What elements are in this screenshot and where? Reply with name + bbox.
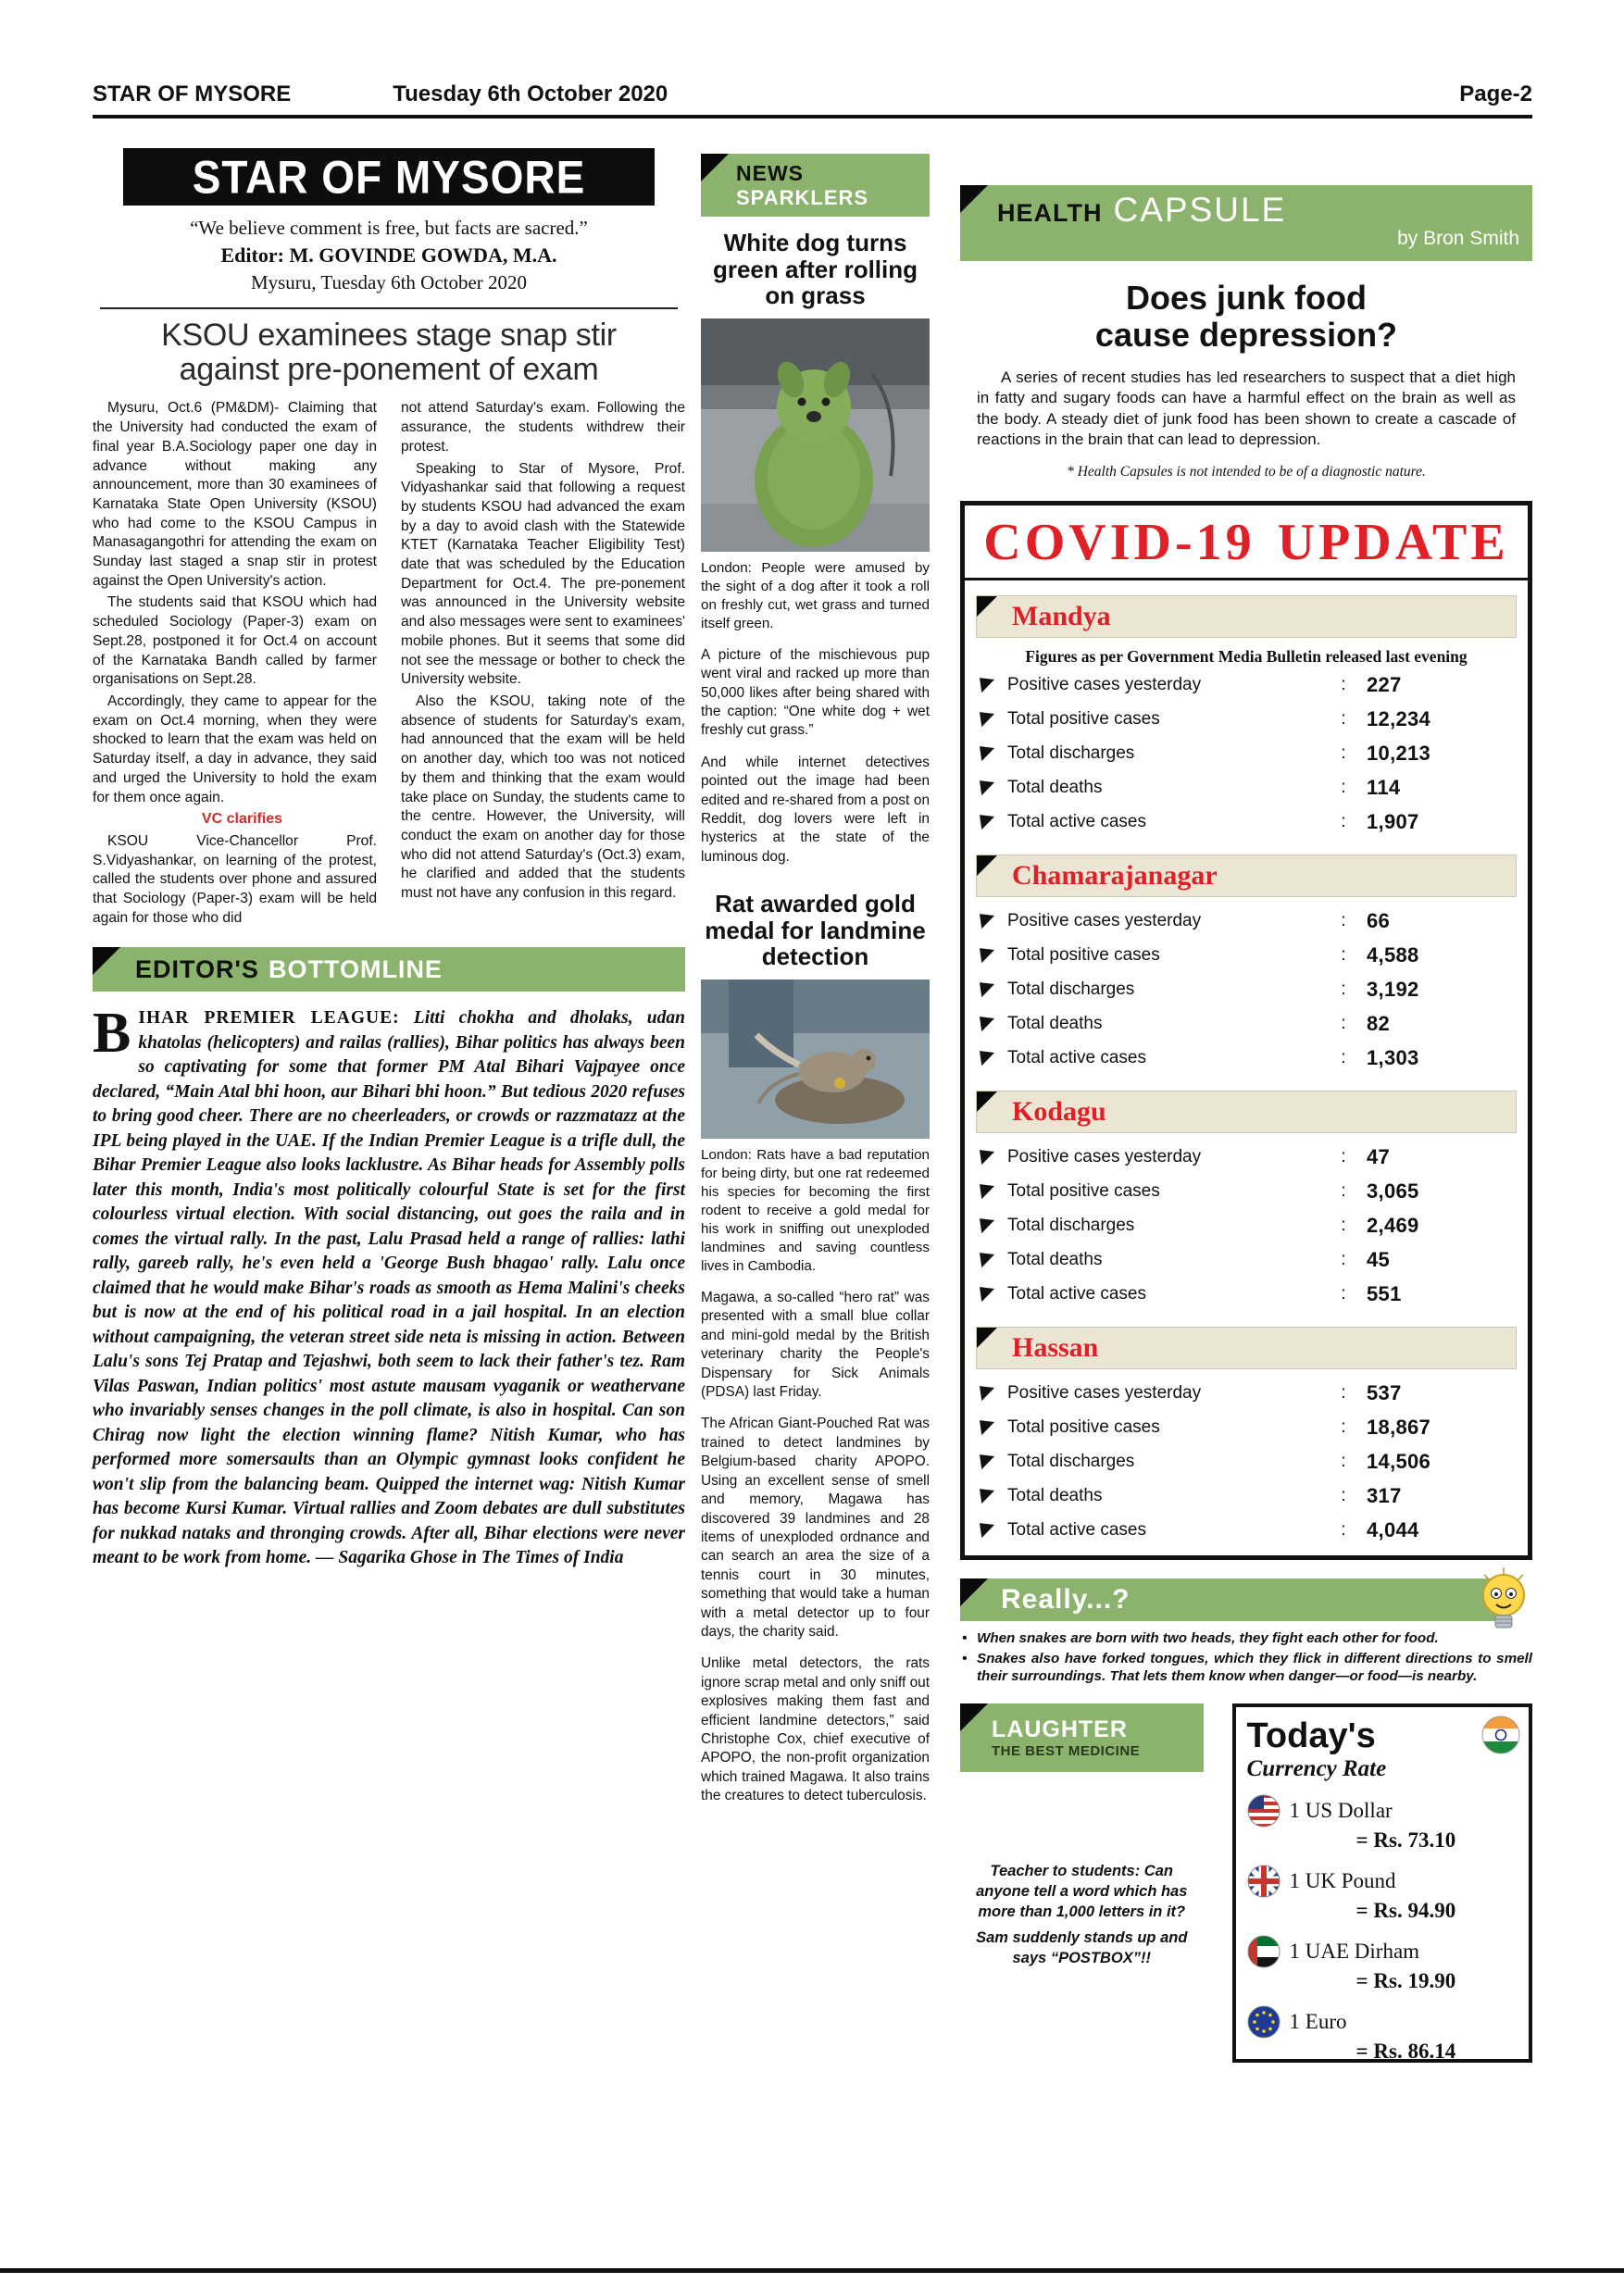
bottomline-body bbox=[93, 1002, 685, 1571]
covid-row-label: Total active cases bbox=[1007, 1048, 1146, 1068]
paragraph: Mysuru, Oct.6 (PM&DM)- Claiming that the University had conducted the exam of final year B.A.Sociology paper one day in advance without making any announcement, more than 30 examinees of Karnataka State Open University (KSOU) who had come to the KSOU Campus in Manasagangothri for attending the exam on Sunday last staged a snap stir in protest against the Open University's action. bbox=[93, 400, 377, 589]
paragraph: Speaking to Star of Mysore, Prof. Vidyashankar said that following a request by students KSOU had advanced the exam by a day to avoid clash with the Statewide KTET (Karnataka Teacher Eligibility Test) date that was scheduled by the Education Department for Oct.4. The pre-ponement was announced in the University website and also messages were sent to examinees' mobile phones. But it seems that some did not see the message or bother to check the University website. bbox=[401, 460, 685, 688]
left-column bbox=[93, 148, 685, 1589]
district-header-mandya bbox=[976, 595, 1517, 638]
india-flag-icon bbox=[1480, 1715, 1521, 1755]
covid-row-value: 47 bbox=[1367, 1145, 1391, 1169]
covid-row-value: 18,867 bbox=[1367, 1416, 1431, 1440]
flag-marker-icon bbox=[980, 1523, 994, 1538]
covid-row bbox=[980, 737, 1513, 771]
paragraph: The African Giant-Pouched Rat was trained to detect landmines by Belgium-based charity APOPO. Using an excellent sense of smell and memory, Magawa has discovered 39 landmines and 28 items of unexploded ordnance and can search an area the size of a tennis court in 30 minutes, something that would take a human with a metal detector up to four days, the charity said. bbox=[701, 1416, 930, 1640]
uae-flag-icon bbox=[1247, 1935, 1280, 1968]
really-facts bbox=[960, 1630, 1532, 1686]
currency-item bbox=[1247, 1794, 1518, 1853]
currency-rate: = Rs. 94.90 bbox=[1355, 1899, 1456, 1923]
really-header bbox=[960, 1578, 1508, 1621]
covid-row bbox=[980, 1514, 1513, 1548]
paragraph: Magawa, a so-called “hero rat” was presented with a small blue collar and mini-gold medal by the British veterinary charity the People's Dispensary for Sick Animals (PDSA) last Friday. bbox=[701, 1290, 930, 1401]
covid-colon: : bbox=[1341, 1181, 1346, 1202]
corner-fold-icon bbox=[960, 1578, 988, 1606]
covid-row bbox=[980, 939, 1513, 973]
flag-marker-icon bbox=[980, 746, 994, 761]
laughter-label1: LAUGHTER bbox=[992, 1716, 1128, 1743]
corner-fold-icon bbox=[701, 154, 729, 181]
covid-row bbox=[980, 1278, 1513, 1312]
laughter-section bbox=[960, 1703, 1204, 2063]
covid-colon: : bbox=[1341, 778, 1346, 798]
covid-row-label: Total deaths bbox=[1007, 1014, 1103, 1034]
corner-fold-icon bbox=[977, 1092, 997, 1112]
covid-row-value: 227 bbox=[1367, 673, 1402, 697]
covid-title: COVID-19 UPDATE bbox=[965, 505, 1528, 580]
bottomline-lead: IHAR PREMIER LEAGUE: bbox=[138, 1008, 400, 1029]
covid-row bbox=[980, 703, 1513, 737]
currency-rate: = Rs. 73.10 bbox=[1355, 1828, 1456, 1853]
covid-row-label: Positive cases yesterday bbox=[1007, 675, 1202, 695]
page-bottom-rule bbox=[0, 2268, 1624, 2273]
covid-colon: : bbox=[1341, 1520, 1346, 1541]
page-header-date: Tuesday 6th October 2020 bbox=[393, 81, 668, 106]
health-capsule-byline: by Bron Smith bbox=[1397, 228, 1519, 249]
joke-line2: Sam suddenly stands up and says “POSTBOX”!! bbox=[976, 1929, 1188, 1967]
covid-row-label: Total active cases bbox=[1007, 812, 1146, 832]
covid-row bbox=[980, 1243, 1513, 1278]
health-headline-line2: cause depression? bbox=[1094, 316, 1398, 355]
flag-marker-icon bbox=[980, 914, 994, 929]
covid-subtitle: Figures as per Government Media Bulletin released last evening bbox=[1025, 646, 1468, 666]
currency-title: Today's bbox=[1246, 1716, 1376, 1756]
flag-marker-icon bbox=[980, 1489, 994, 1504]
news-sparklers-header bbox=[701, 154, 930, 217]
ksou-subhead-vc-clarifies: VC clarifies bbox=[201, 811, 283, 828]
joke-text bbox=[969, 1861, 1194, 1968]
covid-colon: : bbox=[1341, 911, 1346, 931]
health-capsule-label1: HEALTH bbox=[997, 199, 1103, 227]
news-sparklers-label2: SPARKLERS bbox=[736, 185, 869, 209]
health-capsule-header bbox=[960, 185, 1532, 261]
covid-row bbox=[980, 1042, 1513, 1076]
covid-colon: : bbox=[1341, 1147, 1346, 1167]
dog-story-headline: White dog turns green after rolling on grass bbox=[712, 229, 918, 310]
covid-colon: : bbox=[1341, 980, 1346, 1000]
covid-row bbox=[980, 771, 1513, 805]
covid-row bbox=[980, 1445, 1513, 1479]
covid-row-value: 4,044 bbox=[1367, 1518, 1419, 1542]
paragraph: not attend Saturday's exam. Following the assurance, the students withdrew their protest. bbox=[401, 400, 685, 455]
flag-marker-icon bbox=[980, 948, 994, 963]
currency-item bbox=[1247, 2005, 1518, 2064]
covid-row bbox=[980, 1141, 1513, 1175]
district-name: Kodagu bbox=[1012, 1095, 1106, 1127]
covid-row bbox=[980, 1411, 1513, 1445]
flag-marker-icon bbox=[980, 1287, 994, 1302]
masthead bbox=[123, 148, 655, 206]
flag-marker-icon bbox=[980, 1420, 994, 1435]
editors-bottomline-label1: EDITOR'S bbox=[135, 955, 259, 983]
district-name: Hassan bbox=[1012, 1331, 1099, 1363]
ksou-article-col2 bbox=[401, 399, 685, 930]
ksou-headline-line1: KSOU examinees stage snap stir bbox=[161, 318, 617, 353]
paragraph: A picture of the mischievous pup went viral and racked up more than 50,000 likes after being shared with the caption: “One white dog + wet freshly cut grass.” bbox=[701, 646, 930, 739]
covid-colon: : bbox=[1341, 1417, 1346, 1438]
covid-colon: : bbox=[1341, 743, 1346, 764]
covid-row bbox=[980, 805, 1513, 840]
covid-colon: : bbox=[1341, 1452, 1346, 1472]
currency-subtitle: Currency Rate bbox=[1246, 1756, 1387, 1782]
ksou-headline bbox=[93, 318, 685, 386]
covid-row-label: Total active cases bbox=[1007, 1520, 1146, 1541]
covid-colon: : bbox=[1341, 812, 1346, 832]
health-headline-line1: Does junk food bbox=[1126, 279, 1367, 317]
covid-row-label: Positive cases yesterday bbox=[1007, 911, 1202, 931]
covid-row-value: 1,907 bbox=[1367, 810, 1419, 834]
flag-marker-icon bbox=[980, 1150, 994, 1165]
covid-colon: : bbox=[1341, 1486, 1346, 1506]
covid-colon: : bbox=[1341, 945, 1346, 966]
corner-fold-icon bbox=[977, 596, 997, 617]
covid-colon: : bbox=[1341, 1284, 1346, 1304]
covid-row-value: 2,469 bbox=[1367, 1214, 1419, 1238]
covid-row bbox=[980, 1007, 1513, 1042]
eu-flag-icon bbox=[1247, 2005, 1280, 2039]
covid-row-value: 66 bbox=[1367, 909, 1391, 933]
bottomline-text: Litti chokha and dholaks, udan khatolas (helicopters) and railas (rallies), Bihar politics has always been so captivating for some that former PM Atal Bihari Vajpayee once declared, “Main Atal bhi hoon, aur Bihari bhi hoon.” But tedious 2020 refuses to bring good cheer. There are no cheerleaders, or crowds or razzmatazz at the IPL being played in the UAE. If the Indian Premier League is a trifle dull, the Bihar Premier League also looks lacklustre. As Bihar heads for Assembly polls later this month, India's most politically colourful State is set for the first colourless virtual election. With social distancing, out goes the raila and in comes the virtual rally. In the past, Lalu Prasad held a range of rallies: lathi rally, gareeb rally, he's even held a 'George Bush bhagao' rally. Lalu once claimed that he would make Bihar's roads as smooth as Hema Malini's cheeks but is now at the end of his political road in a jail hospital. In an election without campaigning, the veteran street side neta is missing in action. Between Lalu's sons Tej Pratap and Tejashwi, both seem to lack their father's tez. Ram Vilas Paswan, Indian politics' most astute mausam vyaganik or weathervane who invariably senses changes in the poll climate, is also in hospital. Can son Chirag now light the election winning flame? Nitish Kumar, who has performed more somersaults than an Olympic gymnast looks confident he won't slip from the balancing beam. Quipped the internet wag: Nitish Kumar has become Kursi Kumar. Virtual rallies and Zoom debates are dull substitutes for nukkad nataks and thronging crowds. After all, Bihar elections were never meant to be work from home. — Sagarika Ghose in The Times of India bbox=[93, 1008, 685, 1568]
covid-row-value: 114 bbox=[1367, 776, 1401, 800]
rat-photo-caption: London: Rats have a bad reputation for being dirty, but one rat redeemed his species for becoming the first rodent to receive a gold medal for his work in sniffing out unexploded landmines and saving countless lives in Cambodia. bbox=[701, 1147, 930, 1275]
really-fact: • Snakes also have forked tongues, which they flick in different directions to smell their surroundings. That lets them know when danger—or food—is nearby. bbox=[960, 1651, 1532, 1685]
covid-row bbox=[980, 1175, 1513, 1209]
covid-row bbox=[980, 973, 1513, 1007]
paragraph: And while internet detectives pointed out the image had been edited and re-shared from a post on Reddit, dog lovers were left in hysterics at the state of the luminous dog. bbox=[701, 754, 930, 865]
paragraph: KSOU Vice-Chancellor Prof. S.Vidyashankar, on learning of the protest, called the students over phone and assured that Sociology (Paper-3) exam will be held again for those who did bbox=[93, 832, 377, 926]
district-header-kodagu bbox=[976, 1091, 1517, 1133]
district-name: Chamarajanagar bbox=[1012, 859, 1218, 891]
page-header-pagenum: Page-2 bbox=[1459, 81, 1532, 106]
page-header-paper: STAR OF MYSORE bbox=[93, 81, 292, 106]
district-name: Mandya bbox=[1012, 600, 1111, 631]
flag-marker-icon bbox=[980, 815, 994, 830]
corner-fold-icon bbox=[960, 1703, 988, 1731]
covid-row-label: Total active cases bbox=[1007, 1284, 1146, 1304]
dog-photo-caption: London: People were amused by the sight of a dog after it took a roll on freshly cut, wet grass and turned itself green. bbox=[701, 559, 930, 631]
covid-row-value: 4,588 bbox=[1367, 943, 1419, 967]
covid-row-value: 317 bbox=[1367, 1484, 1402, 1508]
flag-marker-icon bbox=[980, 1253, 994, 1267]
covid-row-label: Total discharges bbox=[1007, 1216, 1135, 1236]
ksou-article-col1 bbox=[93, 399, 377, 930]
covid-row-label: Total positive cases bbox=[1007, 709, 1160, 730]
editors-bottomline-header bbox=[93, 947, 685, 992]
covid-row-value: 82 bbox=[1367, 1012, 1391, 1036]
masthead-tagline: “We believe comment is free, but facts are sacred.” bbox=[190, 217, 588, 239]
covid-row-label: Positive cases yesterday bbox=[1007, 1383, 1202, 1404]
covid-row-value: 14,506 bbox=[1367, 1450, 1431, 1474]
paragraph: Accordingly, they came to appear for the exam on Oct.4 morning, when they were shocked to learn that the exam was held on Saturday itself, a day in advance, they said and urged the University to hold the exam for them once again. bbox=[93, 693, 377, 805]
lightbulb-mascot-icon bbox=[1475, 1566, 1532, 1632]
paragraph: Also the KSOU, taking note of the absence of students for Saturday's exam, had announced that the exam will be held on another day, which too was not noticed by them and thinking that the exam would take place on Sunday, the students came to the centre. However, the University, will conduct the exam on another day for those who did not attend Saturday's (Oct.3) exam, he clarified and added that the students must not have any confusion in this regard. bbox=[401, 693, 685, 902]
ksou-headline-line2: against pre-ponement of exam bbox=[179, 351, 599, 387]
currency-rate: = Rs. 86.14 bbox=[1355, 2040, 1456, 2064]
news-sparklers-column bbox=[701, 154, 930, 1806]
laughter-header bbox=[960, 1703, 1204, 1772]
flag-marker-icon bbox=[980, 780, 994, 795]
flag-marker-icon bbox=[980, 1454, 994, 1469]
health-headline bbox=[960, 280, 1532, 355]
flag-marker-icon bbox=[980, 982, 994, 997]
currency-label: 1 Euro bbox=[1289, 2010, 1347, 2034]
rat-photo bbox=[701, 980, 930, 1139]
currency-label: 1 UAE Dirham bbox=[1289, 1940, 1420, 1964]
divider bbox=[100, 307, 678, 309]
masthead-dateline: Mysuru, Tuesday 6th October 2020 bbox=[250, 271, 528, 293]
flag-marker-icon bbox=[980, 678, 994, 693]
currency-rate-box bbox=[1232, 1703, 1532, 2063]
covid-colon: : bbox=[1341, 1048, 1346, 1068]
covid-row-label: Total positive cases bbox=[1007, 1181, 1160, 1202]
covid-row bbox=[980, 1377, 1513, 1411]
uk-flag-icon bbox=[1247, 1865, 1280, 1898]
covid-row-value: 10,213 bbox=[1367, 742, 1431, 766]
flag-marker-icon bbox=[980, 1051, 994, 1066]
page-header bbox=[93, 81, 1532, 119]
covid-colon: : bbox=[1341, 675, 1346, 695]
covid-colon: : bbox=[1341, 1014, 1346, 1034]
flag-marker-icon bbox=[980, 1017, 994, 1031]
paragraph: Unlike metal detectors, the rats ignore scrap metal and only sniff out explosives making them fast and efficient landmine detectors,” said Christophe Cox, chief executive of APOPO, the non-profit organization which trained Magawa. It also trains the creatures to detect tuberculosis. bbox=[701, 1655, 930, 1804]
covid-row-value: 12,234 bbox=[1367, 707, 1431, 731]
covid-colon: : bbox=[1341, 1383, 1346, 1404]
covid-row-label: Total discharges bbox=[1007, 1452, 1135, 1472]
district-header-chamarajanagar bbox=[976, 855, 1517, 897]
currency-item bbox=[1247, 1935, 1518, 1993]
news-sparklers-label1: NEWS bbox=[736, 160, 804, 185]
flag-marker-icon bbox=[980, 1386, 994, 1401]
flag-marker-icon bbox=[980, 712, 994, 727]
laughter-label2: THE BEST MEDICINE bbox=[992, 1743, 1141, 1760]
dropcap: B bbox=[93, 1002, 131, 1066]
covid-row-label: Total discharges bbox=[1007, 743, 1135, 764]
really-title: Really...? bbox=[1001, 1583, 1131, 1615]
covid-row bbox=[980, 668, 1513, 703]
currency-item bbox=[1247, 1865, 1518, 1923]
right-column bbox=[960, 185, 1532, 2063]
covid-row-label: Total deaths bbox=[1007, 1486, 1103, 1506]
currency-label: 1 UK Pound bbox=[1289, 1869, 1396, 1893]
flag-marker-icon bbox=[980, 1184, 994, 1199]
currency-rate: = Rs. 19.90 bbox=[1355, 1969, 1456, 1993]
covid-row bbox=[980, 1209, 1513, 1243]
covid-row-label: Positive cases yesterday bbox=[1007, 1147, 1202, 1167]
district-header-hassan bbox=[976, 1327, 1517, 1369]
corner-fold-icon bbox=[977, 1328, 997, 1348]
covid-row-label: Total positive cases bbox=[1007, 945, 1160, 966]
covid-row-value: 1,303 bbox=[1367, 1046, 1419, 1070]
covid-row-value: 3,065 bbox=[1367, 1179, 1419, 1204]
flag-marker-icon bbox=[980, 1218, 994, 1233]
covid-row-value: 537 bbox=[1367, 1381, 1402, 1405]
covid-update-box bbox=[960, 501, 1532, 1560]
covid-row bbox=[980, 905, 1513, 939]
us-flag-icon bbox=[1247, 1794, 1280, 1828]
covid-row-label: Total deaths bbox=[1007, 778, 1103, 798]
really-fact: • When snakes are born with two heads, they fight each other for food. bbox=[960, 1630, 1532, 1648]
health-capsule-label2: CAPSULE bbox=[1113, 191, 1287, 229]
covid-row-value: 551 bbox=[1367, 1282, 1402, 1306]
paragraph: The students said that KSOU which had scheduled Sociology (Paper-3) exam on Sept.28, postponed it for Oct.4 on account of the Karnataka Bandh called by farmer organisations on Sept.28. bbox=[93, 594, 377, 688]
corner-fold-icon bbox=[960, 185, 988, 213]
covid-row-label: Total discharges bbox=[1007, 980, 1135, 1000]
masthead-title: STAR OF MYSORE bbox=[192, 150, 586, 204]
health-body: A series of recent studies has led researchers to suspect that a diet high in fatty and sugary foods can have a harmful effect on the brain as well as the body. A steady diet of junk food has been shown to create a cascade of reactions in the brain that can lead to depression. bbox=[977, 368, 1516, 449]
bottom-row bbox=[960, 1703, 1532, 2063]
covid-colon: : bbox=[1341, 709, 1346, 730]
joke-line1: Teacher to students: Can anyone tell a word which has more than 1,000 letters in it? bbox=[976, 1863, 1188, 1921]
editors-bottomline-label2: BOTTOMLINE bbox=[268, 955, 443, 983]
health-note: * Health Capsules is not intended to be of a diagnostic nature. bbox=[1067, 463, 1426, 480]
covid-row bbox=[980, 1479, 1513, 1514]
covid-colon: : bbox=[1341, 1250, 1346, 1270]
really-section bbox=[960, 1578, 1532, 1686]
ksou-article bbox=[93, 399, 685, 930]
dog-photo bbox=[701, 318, 930, 552]
rat-story-headline: Rat awarded gold medal for landmine detection bbox=[705, 890, 926, 971]
masthead-editor: Editor: M. GOVINDE GOWDA, M.A. bbox=[220, 243, 557, 267]
corner-fold-icon bbox=[93, 947, 120, 975]
covid-row-label: Total deaths bbox=[1007, 1250, 1103, 1270]
covid-row-value: 45 bbox=[1367, 1248, 1391, 1272]
currency-label: 1 US Dollar bbox=[1289, 1799, 1393, 1823]
corner-fold-icon bbox=[977, 855, 997, 876]
covid-row-label: Total positive cases bbox=[1007, 1417, 1160, 1438]
covid-colon: : bbox=[1341, 1216, 1346, 1236]
covid-row-value: 3,192 bbox=[1367, 978, 1419, 1002]
